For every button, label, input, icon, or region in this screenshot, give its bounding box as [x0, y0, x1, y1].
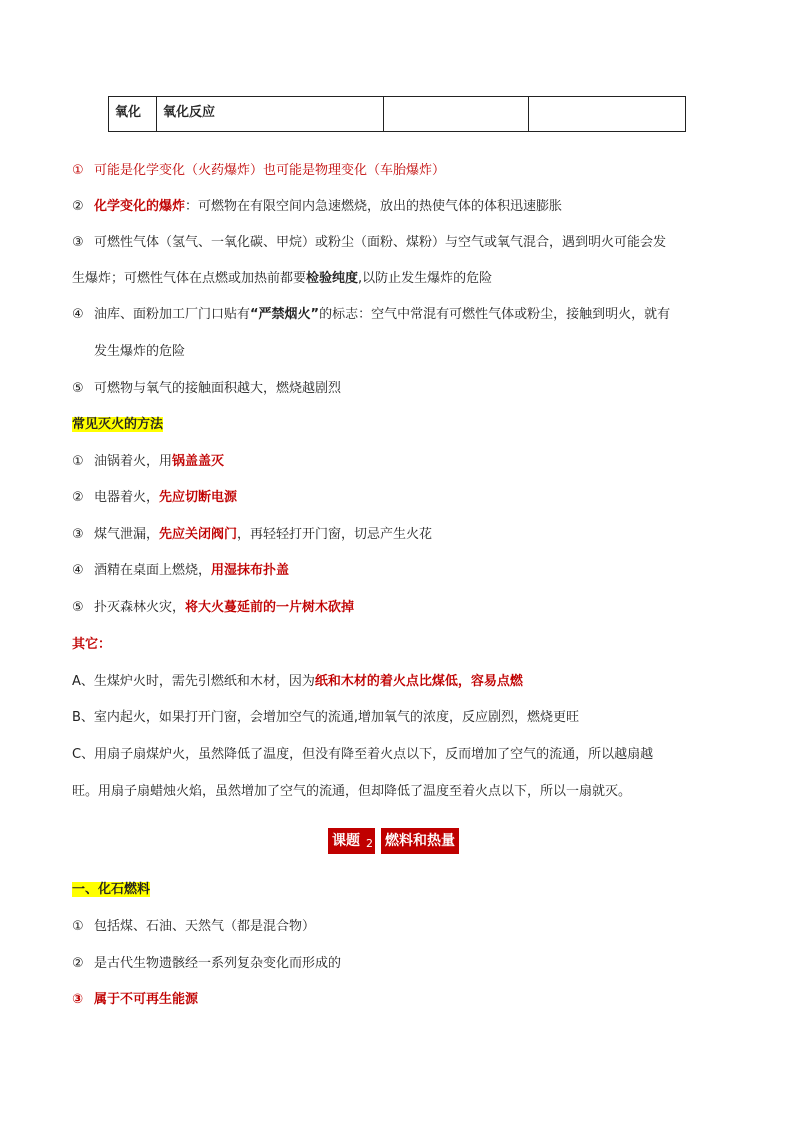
lesson-title-prefix: 课题 — [328, 828, 364, 854]
item-text: C、用扇子扇煤炉火，虽然降低了温度，但没有降至着火点以下，反而增加了空气的流通，所以越扇越 — [72, 747, 654, 762]
explosion-item-3-cont — [72, 270, 492, 288]
item-number: ① — [72, 919, 84, 934]
item-number: ③ — [72, 992, 84, 1007]
cell-text — [390, 97, 522, 101]
extinguish-item-4 — [72, 562, 289, 580]
other-item-b — [72, 709, 579, 727]
table-cell — [157, 97, 384, 132]
extinguish-item-2 — [72, 489, 237, 507]
extinguish-item-5 — [72, 599, 354, 617]
explosion-item-1 — [72, 162, 445, 180]
item-text: 的标志：空气中常混有可燃性气体或粉尘，接触到明火，就有 — [319, 307, 671, 322]
item-text: 是古代生物遗骸经一系列复杂变化而形成的 — [94, 956, 342, 971]
item-number: ② — [72, 490, 84, 505]
cell-text: 氧化反应 — [163, 105, 216, 120]
item-text: 发生爆炸的危险 — [94, 344, 186, 359]
item-text: 煤气泄漏， — [94, 527, 160, 542]
other-heading — [72, 636, 111, 654]
item-emphasis: 先应切断电源 — [159, 490, 238, 505]
explosion-item-2 — [72, 198, 562, 216]
item-text: 可燃性气体（氢气、一氧化碳、甲烷）或粉尘（面粉、煤粉）与空气或氧气混合，遇到明火可能会发 — [94, 235, 667, 250]
item-text: 生爆炸；可燃性气体在点燃或加热前都要 — [72, 271, 307, 286]
item-text: 酒精在桌面上燃烧， — [94, 563, 212, 578]
item-emphasis: 不可再生能源 — [120, 992, 199, 1007]
oxidation-table — [108, 96, 686, 132]
item-number: ① — [72, 454, 84, 469]
cell-text — [535, 97, 679, 101]
item-emphasis: 检验纯度 — [306, 271, 359, 286]
item-text: 可燃物与氧气的接触面积越大，燃烧越剧烈 — [94, 381, 342, 396]
item-number: ② — [72, 199, 84, 214]
item-number: ③ — [72, 235, 84, 250]
item-text: B、室内起火，如果打开门窗，会增加空气的流通,增加氧气的浓度，反应剧烈，燃烧更旺 — [72, 710, 580, 725]
fossil-item-3 — [72, 991, 198, 1009]
lesson-number: 2 — [364, 828, 375, 854]
fossil-item-2 — [72, 955, 341, 973]
item-emphasis: 锅盖盖灭 — [172, 454, 225, 469]
table-row — [109, 97, 686, 132]
fossil-item-1 — [72, 918, 315, 936]
item-emphasis: 用湿抹布扑盖 — [211, 563, 290, 578]
table-cell — [529, 97, 686, 132]
item-text: ,以防止发生爆炸的危险 — [358, 271, 493, 286]
other-item-c — [72, 746, 653, 764]
item-text: 旺。用扇子扇蜡烛火焰，虽然增加了空气的流通，但却降低了温度至着火点以下，所以一扇就灭。 — [72, 784, 632, 799]
item-text: 包括煤、石油、天然气（都是混合物） — [94, 919, 316, 934]
section-heading: 一、化石燃料 — [72, 882, 151, 897]
item-emphasis: 先应关闭阀门 — [159, 527, 238, 542]
item-text: 属于 — [94, 992, 121, 1007]
item-number: ⑤ — [72, 600, 84, 615]
item-emphasis: “严禁烟火” — [250, 307, 320, 322]
item-number: ③ — [72, 527, 84, 542]
lesson-title-text: 燃料和热量 — [381, 828, 459, 854]
other-item-a — [72, 673, 523, 691]
item-text: 可能是化学变化（火药爆炸）也可能是物理变化（车胎爆炸） — [94, 163, 446, 178]
item-number: ② — [72, 956, 84, 971]
item-text: 扑灭森林火灾， — [94, 600, 186, 615]
section-heading: 其它： — [72, 637, 112, 652]
item-number: ⑤ — [72, 381, 84, 396]
explosion-item-3 — [72, 234, 666, 252]
explosion-item-5 — [72, 380, 341, 398]
item-emphasis: 化学变化的爆炸 — [94, 199, 186, 214]
item-number: ① — [72, 163, 84, 178]
item-text: 油库、面粉加工厂门口贴有 — [94, 307, 251, 322]
lesson-title — [328, 828, 459, 854]
item-text: ：可燃物在有限空间内急速燃烧，放出的热使气体的体积迅速膨胀 — [185, 199, 563, 214]
extinguish-item-1 — [72, 453, 224, 471]
extinguish-heading — [72, 416, 163, 434]
item-emphasis: 将大火蔓延前的一片树木砍掉 — [185, 600, 355, 615]
item-text: 电器着火， — [94, 490, 160, 505]
item-text: 油锅着火，用 — [94, 454, 173, 469]
explosion-item-4 — [72, 306, 670, 324]
item-text: A、生煤炉火时，需先引燃纸和木材，因为 — [72, 674, 315, 689]
item-text: ，再轻轻打开门窗，切忌产生火花 — [237, 527, 433, 542]
table-cell — [384, 97, 529, 132]
table-cell — [109, 97, 157, 132]
item-number: ④ — [72, 563, 84, 578]
explosion-item-4-cont — [94, 343, 185, 361]
extinguish-item-3 — [72, 526, 432, 544]
item-emphasis: 纸和木材的着火点比煤低，容易点燃 — [314, 674, 523, 689]
other-item-c-cont — [72, 783, 631, 801]
item-number: ④ — [72, 307, 84, 322]
fossil-heading — [72, 881, 150, 899]
section-heading: 常见灭火的方法 — [72, 417, 164, 432]
cell-text: 氧化 — [115, 105, 142, 120]
